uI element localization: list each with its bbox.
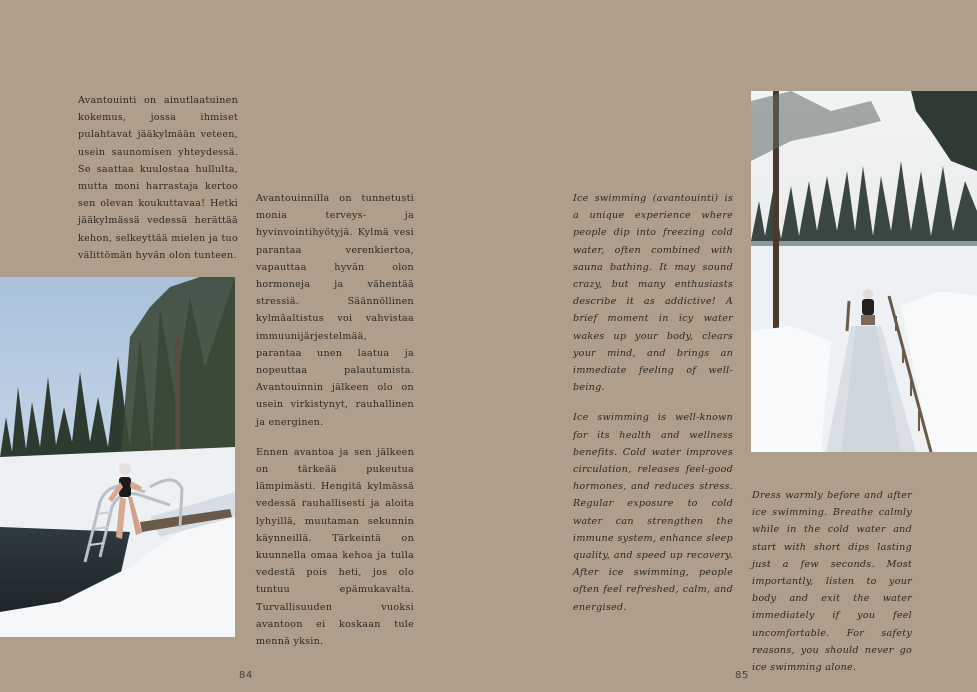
en-paragraph-benefits: Ice swimming is well-known for its health and wellness benefits. Cold water improves circulation, releases feel-good hormones, and reduces stress. Regular exposure to cold water can strengthen the immune system, enhance sleep quality, and speed up recovery. After ice swimming, people often feel refreshed, calm, and energised. (573, 412, 733, 613)
fi-paragraph-intro: Avantouinti on ainutlaatuinen kokemus, jossa ihmiset pulahtavat jääkylmään veteen, usein saunomisen yhteydessä. Se saattaa kuulostaa hullulta, mutta moni harrastaja kertoo sen olevan koukuttavaa! Hetki jääkylmässä vedessä herättää kehon, selkeyttää mielen ja tuo välittömän hyvän olon tunteen. (78, 95, 238, 261)
en-paragraph-safety: Dress warmly before and after ice swimming. Breathe calmly while in the cold water and start with short dips lasting just a few seconds. Most importantly, listen to your body and exit the water immediately if you feel uncomfortable. For safety reasons, you should never go ice swimming alone. (752, 490, 912, 674)
en-paragraph-intro: Ice swimming (avantouinti) is a unique experience where people dip into freezing cold water, often combined with sauna bathing. It may sound crazy, but many enthusiasts describe it as addictive! A brief moment in icy water wakes up your body, clears your mind, and brings an immediate feeling of well- being. (573, 193, 733, 394)
right-page-column-1 (573, 190, 733, 629)
page-number-left: 84 (239, 670, 253, 681)
left-page-column-1 (78, 92, 238, 277)
fi-paragraph-benefits: Avantouinnilla on tunnetusti monia terveys- ja hyvinvointihyötyjä. Kylmä vesi parantaa verenkiertoa, vapauttaa hyvän olon hormoneja ja vähentää stressiä. Säännöllinen kylmäaltistus voi vahvistaa immuunijärjestelmää, parantaa unen laatua ja nopeuttaa palautumista. Avantouinnin jälkeen olo on usein virkistynyt, rauhallinen ja energinen. (256, 193, 414, 428)
page-number-right: 85 (735, 670, 749, 681)
ice-swimmer-ladder-photo (0, 277, 235, 637)
fi-paragraph-safety: Ennen avantoa ja sen jälkeen on tärkeää pukeutua lämpimästi. Hengitä kylmässä vedessä rauhallisesti ja aloita lyhyillä, muutaman sekunnin käynneillä. Tärkeintä on kuunnella omaa kehoa ja tulla vedestä pois heti, jos olo tuntuu epämukavalta. Turvallisuuden vuoksi avantoon ei koskaan tule mennä yksin. (256, 446, 414, 648)
left-page-column-2 (256, 190, 414, 663)
snowy-pier-photo (751, 91, 977, 452)
right-page-column-2 (752, 487, 912, 689)
